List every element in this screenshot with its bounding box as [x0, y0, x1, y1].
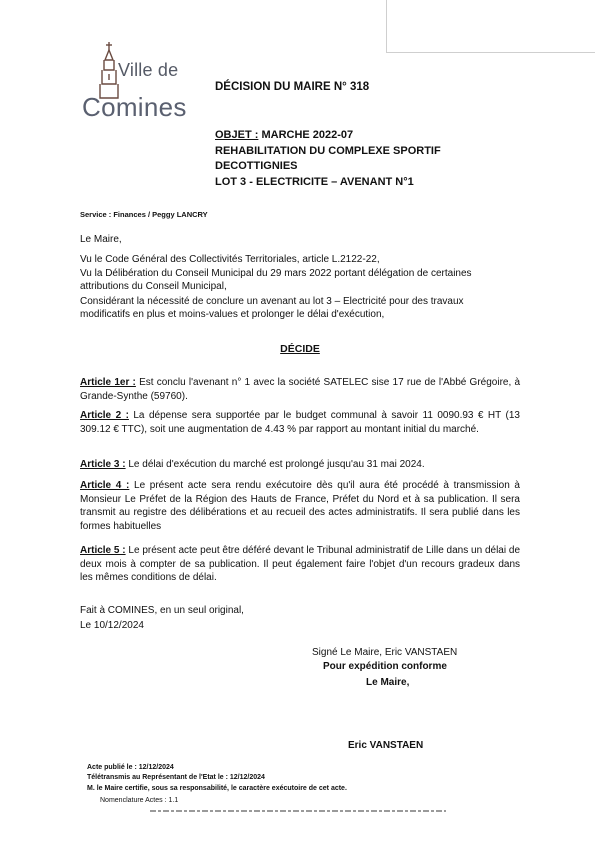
article-4	[80, 479, 520, 533]
le-maire-line: Le Maire,	[80, 234, 122, 245]
objet-block	[215, 128, 515, 190]
objet-line1-text: MARCHE 2022-07	[258, 129, 354, 141]
signe-line: Signé Le Maire, Eric VANSTAEN	[312, 647, 458, 658]
logo-comines-text: Comines	[82, 92, 187, 122]
article-label: Article 3 :	[80, 459, 126, 470]
objet-line-4: LOT 3 - ELECTRICITE – AVENANT N°1	[215, 175, 414, 188]
illegible-footnote	[150, 808, 446, 814]
article-1	[80, 376, 520, 403]
vu-code-line: Vu le Code Général des Collectivités Territoriales, article L.2122-22,	[80, 254, 380, 265]
nomenclature-line: Nomenclature Actes : 1.1	[100, 797, 179, 804]
considerant-line-1: Considérant la nécessité de conclure un avenant au lot 3 – Electricité pour des travaux	[80, 296, 464, 307]
objet-line-1	[215, 128, 515, 144]
objet-line-3: DECOTTIGNIES	[215, 160, 298, 172]
teletransmis-line: Télétransmis au Représentant de l'Etat le : 12/12/2024	[87, 774, 265, 781]
article-label: Article 4 :	[80, 480, 130, 491]
fait-a-line: Fait à COMINES, en un seul original,	[80, 605, 244, 616]
article-3	[80, 458, 520, 472]
decision-title: DÉCISION DU MAIRE N° 318	[215, 81, 370, 93]
signatory-name: Eric VANSTAEN	[348, 740, 424, 751]
objet-label: OBJET :	[215, 129, 259, 141]
article-5	[80, 544, 520, 585]
certifie-line: M. le Maire certifie, sous sa responsabilité, le caractère exécutoire de cet acte.	[87, 785, 347, 792]
article-text: La dépense sera supportée par le budget communal à savoir 11 0090.93 € HT (13 309.12 € TTC), soit une augmentation de 4.43 % par rapport au montant initial du marché.	[80, 410, 520, 435]
article-2	[80, 409, 520, 436]
le-maire-signature: Le Maire,	[366, 677, 410, 688]
date-line: Le 10/12/2024	[80, 620, 144, 631]
logo-ville-text: Ville de	[118, 60, 179, 80]
considerant-line-2: modificatifs en plus et moins-values et prolonger le délai d'exécution,	[80, 309, 385, 320]
vu-deliberation-line-2: attributions du Conseil Municipal,	[80, 281, 227, 292]
decide-heading: DÉCIDE	[280, 343, 320, 355]
comines-logo	[82, 40, 200, 124]
transmission-stamp-box	[386, 0, 595, 53]
pour-expedition-line: Pour expédition conforme	[323, 661, 447, 672]
acte-publie-line: Acte publié le : 12/12/2024	[87, 764, 174, 771]
article-text: Le présent acte peut être déféré devant le Tribunal administratif de Lille dans un délai de deux mois à compter de sa publication. Il peut également faire l'objet d'un recours gradeux dans les mêmes conditions de délai.	[80, 545, 520, 583]
article-text: Le présent acte sera rendu exécutoire dès qu'il aura été procédé à transmission à Monsieur Le Préfet de la Région des Hauts de France, Préfet du Nord et à sa publication. Il sera transmit au registre des délibérations et au recueil des actes administratifs. Il sera publié dans les formes habituelles	[80, 480, 520, 532]
article-text: Le délai d'exécution du marché est prolongé jusqu'au 31 mai 2024.	[125, 459, 425, 470]
objet-line-2: REHABILITATION DU COMPLEXE SPORTIF	[215, 144, 441, 157]
article-label: Article 5 :	[80, 545, 126, 556]
article-text: Est conclu l'avenant n° 1 avec la société SATELEC sise 17 rue de l'Abbé Grégoire, à Grande-Synthe (59760).	[80, 377, 521, 402]
vu-deliberation-line-1: Vu la Délibération du Conseil Municipal du 29 mars 2022 portant délégation de certaines	[80, 268, 472, 279]
service-line: Service : Finances / Peggy LANCRY	[80, 210, 208, 219]
article-label: Article 1er :	[80, 377, 136, 388]
article-label: Article 2 :	[80, 410, 129, 421]
